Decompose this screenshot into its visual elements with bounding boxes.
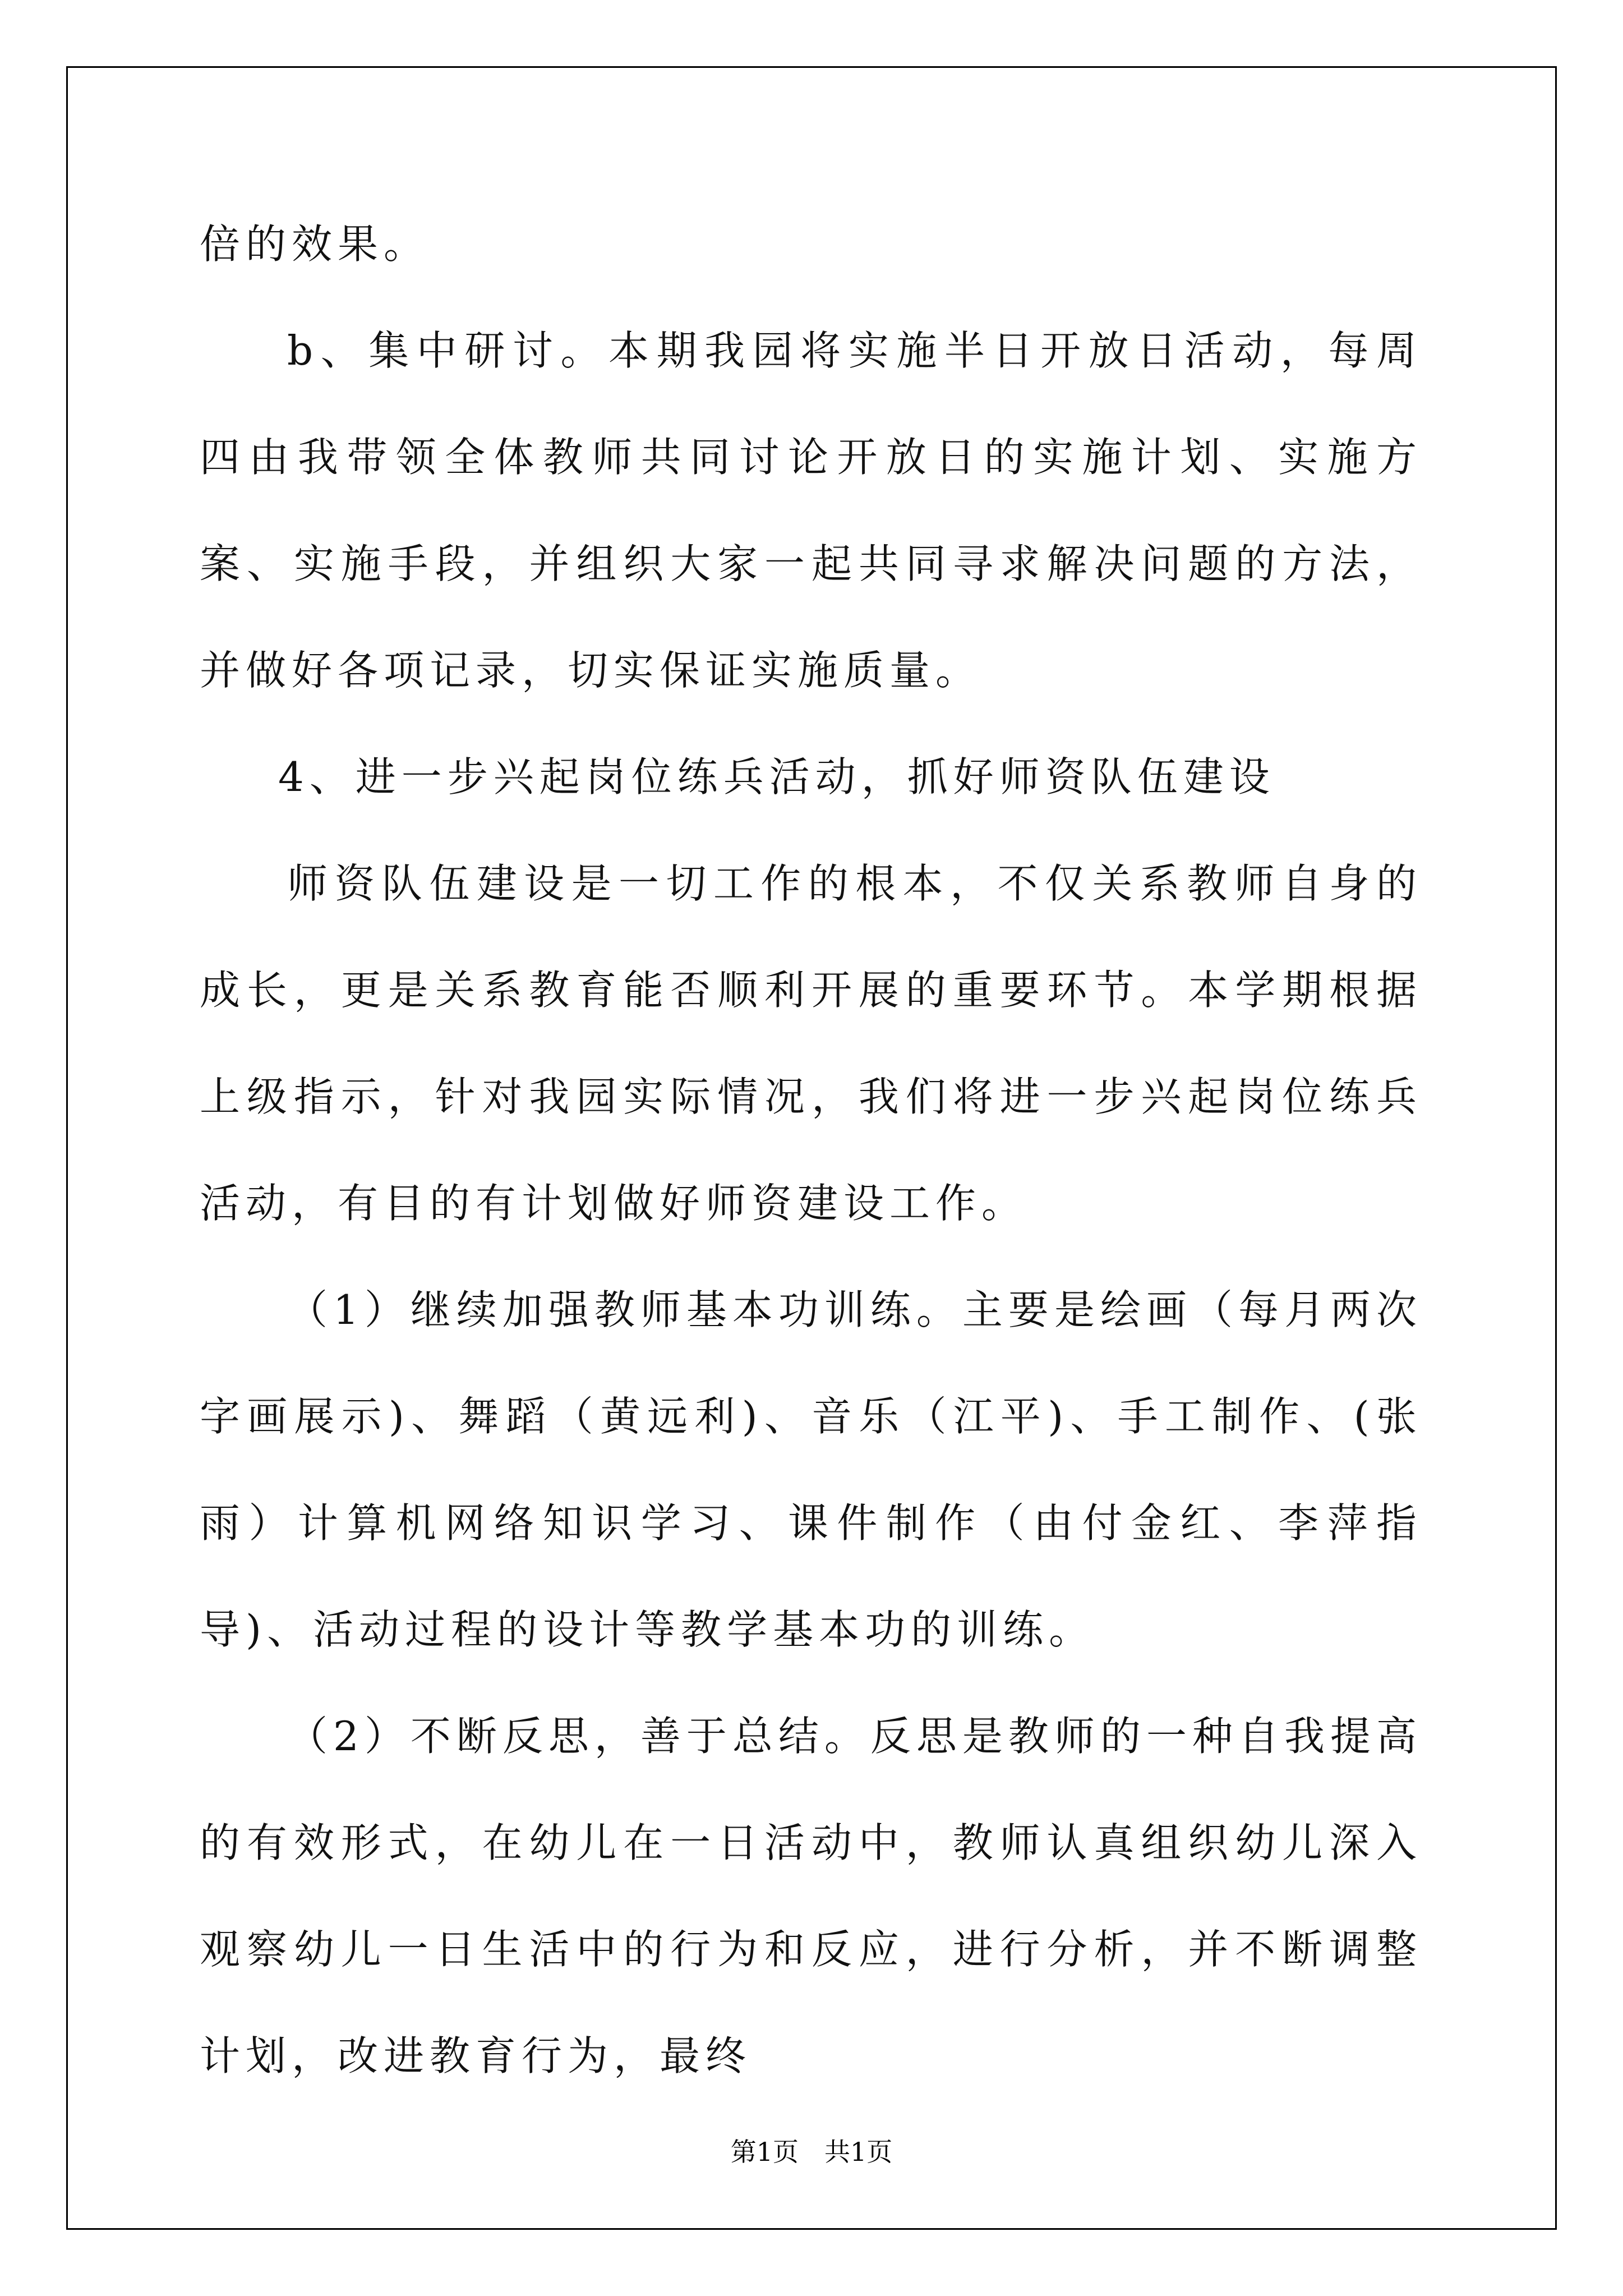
paragraph-basic-skills: （1）继续加强教师基本功训练。主要是绘画（每月两次字画展示)、舞蹈（黄远利)、音乐（江平)、手工制作、(张雨）计算机网络知识学习、课件制作（由付金红、李萍指导)、活动过程的设计等教学基本功的训练。 bbox=[200, 1286, 1422, 1653]
paragraph-continuation: 倍的效果。 bbox=[200, 220, 430, 268]
document-body bbox=[200, 191, 1422, 2109]
paragraph-teacher-team: 师资队伍建设是一切工作的根本，不仅关系教师自身的成长，更是关系教育能否顺利开展的重要环节。本学期根据上级指示，针对我园实际情况，我们将进一步兴起岗位练兵活动，有目的有计划做好师资建设工作。 bbox=[200, 860, 1422, 1227]
paragraph-focused-discussion: b、集中研讨。本期我园将实施半日开放日活动，每周四由我带领全体教师共同讨论开放日的实施计划、实施方案、实施手段，并组织大家一起共同寻求解决问题的方法，并做好各项记录，切实保证实施质量。 bbox=[200, 327, 1422, 694]
page-footer: 第1页 共1页 bbox=[730, 2137, 893, 2167]
paragraph-reflection: （2）不断反思，善于总结。反思是教师的一种自我提高的有效形式，在幼儿在一日活动中，教师认真组织幼儿深入观察幼儿一日生活中的行为和反应，进行分析，并不断调整计划，改进教育行为，最终 bbox=[200, 1713, 1422, 2079]
section-heading-4: 4、进一步兴起岗位练兵活动，抓好师资队伍建设 bbox=[278, 753, 1275, 800]
